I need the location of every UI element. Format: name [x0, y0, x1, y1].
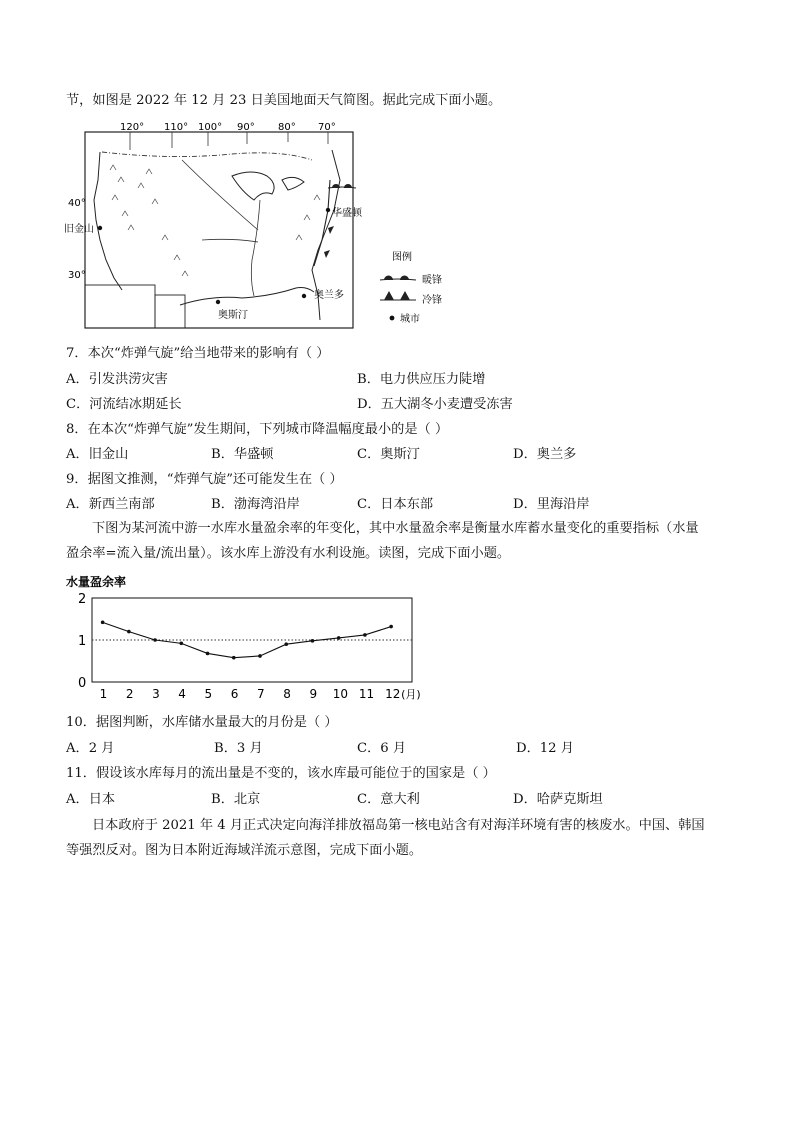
- weather-map: [64, 120, 362, 330]
- q11-stem: 11．假设该水库每月的流出量是不变的，该水库最可能位于的国家是（ ）: [66, 766, 496, 781]
- data-point: [258, 654, 262, 658]
- x-tick-label: 7: [257, 687, 265, 701]
- q11-option-b[interactable]: B．北京: [211, 792, 261, 807]
- q10-option-d[interactable]: D．12 月: [516, 741, 574, 756]
- q7-stem: 7．本次“炸弹气旋”给当地带来的影响有（ ）: [66, 346, 330, 361]
- q8-stem: 8．在本次“炸弹气旋”发生期间，下列城市降温幅度最小的是（ ）: [66, 422, 449, 437]
- x-tick-label: 12: [385, 687, 401, 701]
- x-tick-label: 4: [178, 687, 186, 701]
- intro-text-2-line1: 下图为某河流中游一水库水量盈余率的年变化，其中水量盈余率是衡量水库蓄水量变化的重要指标（水量: [92, 521, 699, 536]
- q10-option-a[interactable]: A．2 月: [66, 741, 115, 756]
- q11-option-c[interactable]: C．意大利: [357, 792, 420, 807]
- data-point: [206, 652, 210, 656]
- q9-option-c[interactable]: C．日本东部: [357, 497, 434, 512]
- lon-label: 90°: [237, 122, 255, 133]
- intro-text-2-line2: 盈余率=流入量/流出量）。该水库上游没有水利设施。读图，完成下面小题。: [66, 546, 511, 561]
- intro-text-3-line1: 日本政府于 2021 年 4 月正式决定向海洋排放福岛第一核电站含有对海洋环境有害的核废水。中国、韩国: [92, 818, 705, 833]
- q10-stem: 10．据图判断，水库储水量最大的月份是（ ）: [66, 715, 338, 730]
- legend-city: 城市: [400, 314, 420, 325]
- data-point: [127, 630, 131, 634]
- x-tick-label: 5: [204, 687, 213, 701]
- lon-label: 100°: [198, 122, 223, 133]
- map-legend: [370, 248, 460, 328]
- data-point: [284, 642, 288, 646]
- q8-option-a[interactable]: A．旧金山: [66, 447, 129, 462]
- q7-option-b[interactable]: B．电力供应压力陡增: [357, 372, 486, 387]
- q9-option-b[interactable]: B．渤海湾沿岸: [211, 497, 300, 512]
- city-label-sf: 旧金山: [64, 224, 94, 235]
- lon-label: 110°: [164, 122, 189, 133]
- data-point: [232, 656, 236, 660]
- intro-text-1: 节，如图是 2022 年 12 月 23 日美国地面天气简图。据此完成下面小题。: [66, 93, 502, 108]
- x-tick-label: 3: [152, 687, 160, 701]
- data-point: [337, 636, 341, 640]
- legend-warm: 暖锋: [422, 275, 442, 286]
- q8-option-b[interactable]: B．华盛顿: [211, 447, 274, 462]
- q11-option-d[interactable]: D．哈萨克斯坦: [513, 792, 603, 807]
- x-tick-label: 9: [309, 687, 318, 701]
- data-point: [363, 633, 367, 637]
- x-tick-label: 6: [230, 687, 239, 701]
- q8-option-d[interactable]: D．奥兰多: [513, 447, 577, 462]
- x-tick-label: 1: [99, 687, 108, 701]
- city-label-austin: 奥斯汀: [218, 310, 248, 321]
- chart-xlabel: (月): [401, 688, 421, 701]
- q7-option-d[interactable]: D．五大湖冬小麦遭受冻害: [357, 397, 513, 412]
- data-point: [311, 639, 315, 643]
- q7-option-a[interactable]: A．引发洪涝灾害: [66, 372, 168, 387]
- city-label-dc: 华盛顿: [332, 208, 362, 219]
- q10-option-c[interactable]: C．6 月: [357, 741, 407, 756]
- lat-label: 30°: [68, 270, 86, 281]
- q9-option-a[interactable]: A．新西兰南部: [66, 497, 155, 512]
- y-tick-label: 0: [78, 676, 87, 691]
- q8-option-c[interactable]: C．奥斯汀: [357, 447, 420, 462]
- intro-text-3-line2: 等强烈反对。图为日本附近海域洋流示意图，完成下面小题。: [66, 843, 423, 858]
- chart-ylabel: 水量盈余率: [66, 575, 127, 589]
- q9-option-d[interactable]: D．里海沿岸: [513, 497, 590, 512]
- data-point: [153, 638, 157, 642]
- y-tick-label: 2: [78, 592, 87, 607]
- x-tick-label: 11: [358, 687, 375, 701]
- lon-label: 70°: [318, 122, 336, 133]
- data-point: [180, 642, 184, 646]
- data-point: [389, 625, 393, 629]
- q7-option-c[interactable]: C．河流结冰期延长: [66, 397, 182, 412]
- q11-option-a[interactable]: A．日本: [66, 792, 116, 807]
- x-tick-label: 10: [332, 687, 348, 701]
- legend-cold: 冷锋: [422, 295, 442, 306]
- legend-title: 图例: [392, 252, 412, 263]
- lat-label: 40°: [68, 198, 86, 209]
- reservoir-surplus-chart: [62, 572, 442, 704]
- x-tick-label: 8: [283, 687, 291, 701]
- q9-stem: 9．据图文推测，“炸弹气旋”还可能发生在（ ）: [66, 472, 343, 487]
- y-tick-label: 1: [78, 634, 87, 649]
- x-tick-label: 2: [125, 687, 134, 701]
- q10-option-b[interactable]: B．3 月: [214, 741, 263, 756]
- lon-label: 120°: [120, 122, 145, 133]
- city-label-orlando: 奥兰多: [314, 290, 344, 301]
- lon-label: 80°: [278, 122, 296, 133]
- data-point: [101, 621, 105, 625]
